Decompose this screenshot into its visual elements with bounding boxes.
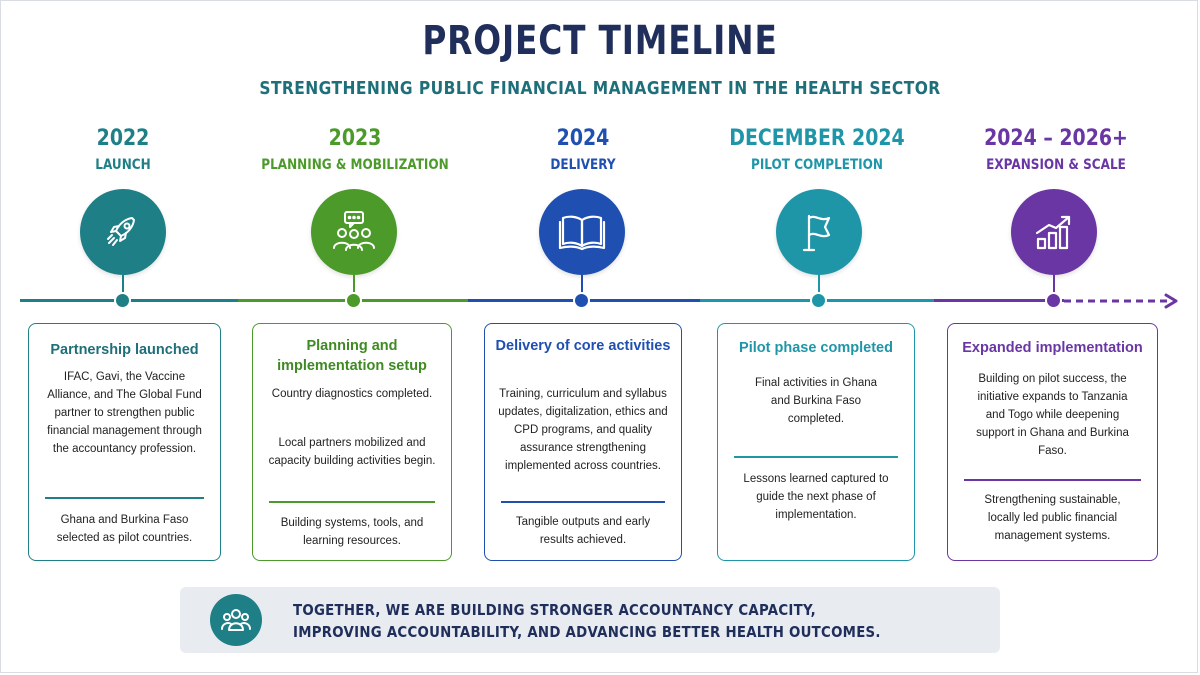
card-note: Ghana and Burkina Faso selected as pilot countries. bbox=[56, 514, 193, 544]
phase-card-2023 bbox=[252, 323, 452, 561]
timeline-node bbox=[810, 292, 827, 309]
team-meeting-icon bbox=[311, 189, 397, 275]
phase-year: DECEMBER 2024 bbox=[729, 126, 905, 151]
timeline-node bbox=[573, 292, 590, 309]
card-description: Country diagnostics completed. bbox=[271, 388, 433, 400]
card-divider bbox=[269, 501, 435, 503]
card-description: Training, curriculum and syllabus updates, digitalization, ethics and CPD programs, and quality assurance strengthening implemented across countries. bbox=[498, 388, 668, 472]
card-note: Strengthening sustainable, locally led public financial management systems. bbox=[984, 494, 1121, 542]
card-description-2: Local partners mobilized and capacity building activities begin. bbox=[268, 437, 436, 467]
phase-card-dec-2024 bbox=[717, 323, 915, 561]
card-note: Building systems, tools, and learning resources. bbox=[280, 517, 424, 547]
footer-message: TOGETHER, WE ARE BUILDING STRONGER ACCOUNTANCY CAPACITY, IMPROVING ACCOUNTABILITY, AND ADVANCING BETTER HEALTH OUTCOMES. bbox=[293, 601, 881, 641]
timeline-node bbox=[1045, 292, 1062, 309]
phase-name: PILOT COMPLETION bbox=[751, 157, 883, 173]
phase-year: 2024 – 2026+ bbox=[984, 126, 1128, 151]
footer-banner bbox=[180, 587, 1000, 653]
open-book-icon bbox=[539, 189, 625, 275]
phase-year: 2022 bbox=[96, 126, 150, 151]
page-subtitle: STRENGTHENING PUBLIC FINANCIAL MANAGEMENT IN THE HEALTH SECTOR bbox=[259, 78, 941, 99]
card-divider bbox=[964, 479, 1141, 481]
phase-year: 2024 bbox=[556, 126, 610, 151]
card-title: Delivery of core activities bbox=[495, 338, 671, 354]
card-description: Final activities in Ghana and Burkina Faso completed. bbox=[754, 377, 878, 425]
page-title: PROJECT TIMELINE bbox=[422, 18, 778, 64]
phase-name: DELIVERY bbox=[550, 157, 616, 173]
timeline-node bbox=[114, 292, 131, 309]
card-divider bbox=[734, 456, 898, 458]
growth-chart-icon bbox=[1011, 189, 1097, 275]
rocket-icon bbox=[80, 189, 166, 275]
card-note: Lessons learned captured to guide the next phase of implementation. bbox=[743, 473, 889, 521]
card-description: Building on pilot success, the initiative expands to Tanzania and Togo while deepening support in Ghana and Burkina Faso. bbox=[976, 373, 1129, 457]
phase-card-2024-2026 bbox=[947, 323, 1158, 561]
phase-card-2022 bbox=[28, 323, 221, 561]
phase-name: PLANNING & MOBILIZATION bbox=[261, 157, 449, 173]
timeline-node bbox=[345, 292, 362, 309]
timeline-arrow bbox=[1062, 292, 1180, 310]
phase-card-2024 bbox=[484, 323, 682, 561]
phase-name: LAUNCH bbox=[95, 157, 151, 173]
phase-name: EXPANSION & SCALE bbox=[986, 157, 1126, 173]
card-note: Tangible outputs and early results achieved. bbox=[515, 516, 651, 546]
flag-icon bbox=[776, 189, 862, 275]
card-title: Expanded implementation bbox=[962, 340, 1143, 356]
phase-year: 2023 bbox=[328, 126, 382, 151]
card-title: Planning and implementation setup bbox=[277, 338, 427, 374]
group-icon bbox=[210, 594, 262, 646]
card-title: Partnership launched bbox=[50, 342, 199, 358]
card-title: Pilot phase completed bbox=[739, 340, 893, 356]
card-divider bbox=[45, 497, 204, 499]
card-description: IFAC, Gavi, the Vaccine Alliance, and The Global Fund partner to strengthen public financial management through the accountancy profession. bbox=[47, 371, 202, 455]
card-divider bbox=[501, 501, 665, 503]
